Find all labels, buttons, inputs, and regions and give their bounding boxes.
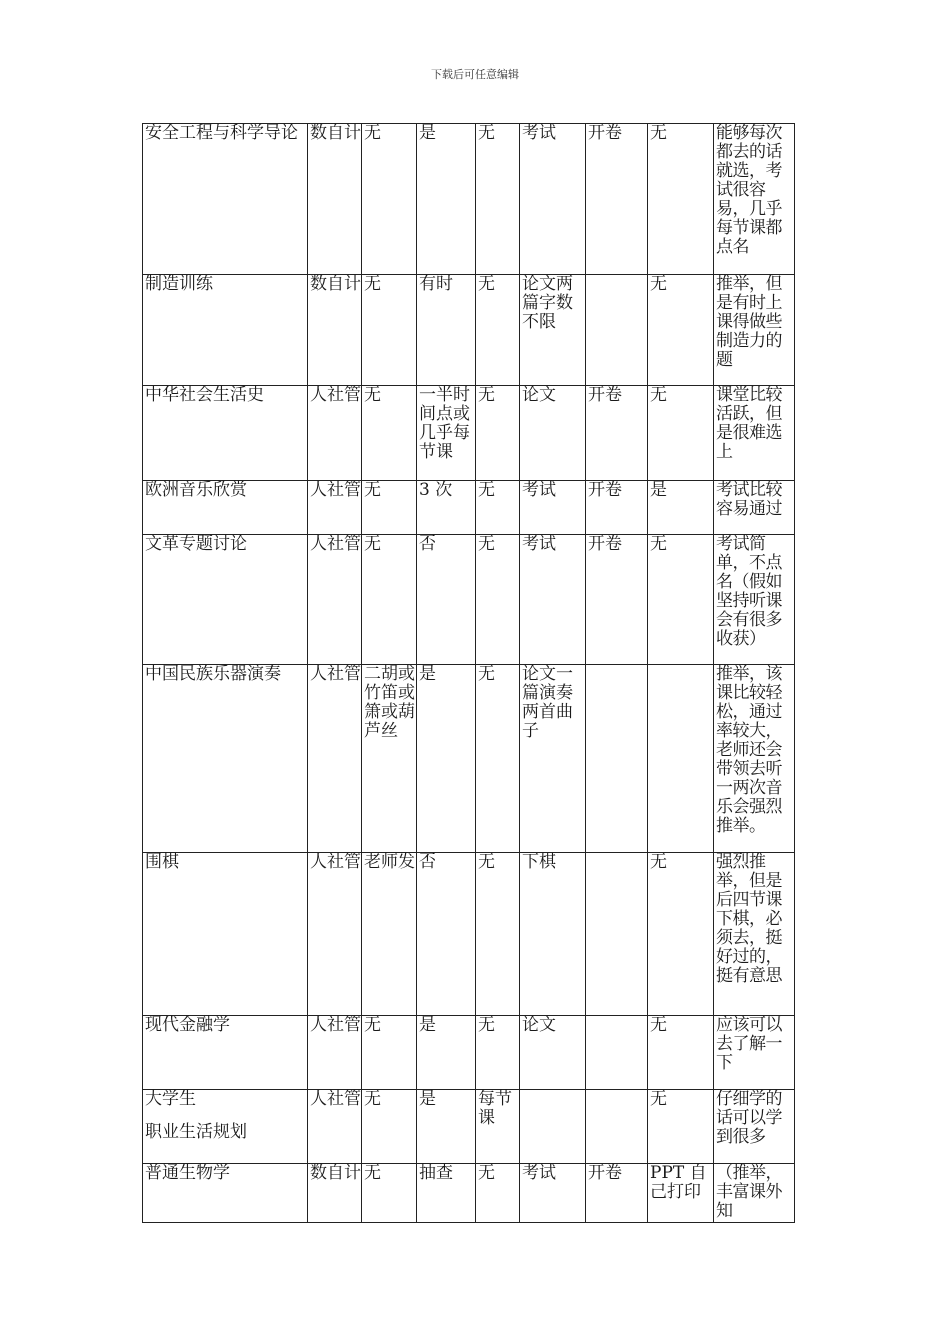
note-cell: 课堂比较活跃，但是很难选上 (714, 386, 795, 481)
col6-cell: 论文 (520, 386, 586, 481)
col5-cell: 无 (476, 275, 520, 386)
col3-cell: 无 (362, 124, 417, 275)
note-cell: 推举，但是有时上课得做些制造力的题 (714, 275, 795, 386)
col3-cell: 无 (362, 481, 417, 535)
note-cell: 强烈推举，但是后四节课下棋，必须去，挺好过的，挺有意思 (714, 853, 795, 1016)
page-header: 下载后可任意编辑 (431, 68, 519, 81)
col6-cell: 论文两篇字数不限 (520, 275, 586, 386)
dept-cell: 人社管 (308, 665, 362, 853)
note-cell: 应该可以去了解一下 (714, 1016, 795, 1090)
col4-cell: 是 (417, 124, 476, 275)
course-name-cell (143, 853, 308, 1016)
col7-cell: 开卷 (586, 1164, 648, 1223)
col6-cell: 论文 (520, 1016, 586, 1090)
course-name-cell (143, 124, 308, 275)
dept-cell: 人社管 (308, 481, 362, 535)
note-cell: 考试简单，不点名（假如坚持听课会有很多收获） (714, 535, 795, 665)
course-name: 安全工程与科学导论 (145, 123, 298, 143)
dept-cell: 人社管 (308, 535, 362, 665)
col5-cell: 无 (476, 853, 520, 1016)
course-name-cell (143, 1016, 308, 1090)
col8-cell: 无 (648, 275, 714, 386)
col7-cell: 开卷 (586, 124, 648, 275)
col7-cell: 开卷 (586, 481, 648, 535)
dept-cell: 人社管 (308, 1090, 362, 1164)
col8-cell: 无 (648, 1090, 714, 1164)
col8-cell (648, 665, 714, 853)
col7-cell (586, 853, 648, 1016)
note-cell: 推举，该课比较轻松，通过率较大，老师还会带领去听一两次音乐会强烈推举。 (714, 665, 795, 853)
col5-cell: 无 (476, 665, 520, 853)
course-name-cell (143, 1164, 308, 1223)
col8-cell: 无 (648, 386, 714, 481)
col4-cell: 是 (417, 1090, 476, 1164)
table-row (143, 853, 795, 1016)
table-row (143, 386, 795, 481)
col3-cell: 无 (362, 535, 417, 665)
col5-cell: 无 (476, 386, 520, 481)
table-row (143, 535, 795, 665)
col4-cell: 是 (417, 665, 476, 853)
note-cell: 考试比较容易通过 (714, 481, 795, 535)
table-row (143, 1090, 795, 1164)
col3-cell: 无 (362, 1016, 417, 1090)
course-name: 欧洲音乐欣赏 (145, 480, 247, 500)
dept-cell: 人社管 (308, 386, 362, 481)
col3-cell: 无 (362, 1090, 417, 1164)
course-name: 文革专题讨论 (145, 534, 247, 554)
col6-cell: 考试 (520, 124, 586, 275)
col4-cell: 否 (417, 853, 476, 1016)
col5-cell: 无 (476, 1164, 520, 1223)
dept-cell: 数自计 (308, 275, 362, 386)
col4-cell: 一半时间点或几乎每节课 (417, 386, 476, 481)
col7-cell: 开卷 (586, 535, 648, 665)
dept-cell: 人社管 (308, 853, 362, 1016)
course-name: 普通生物学 (145, 1163, 230, 1183)
table-row (143, 665, 795, 853)
course-name-cell (143, 275, 308, 386)
table-body (143, 124, 795, 1223)
col7-cell (586, 1016, 648, 1090)
col5-cell: 无 (476, 481, 520, 535)
col6-cell: 论文一篇演奏两首曲子 (520, 665, 586, 853)
col6-cell: 考试 (520, 481, 586, 535)
col5-cell: 每节课 (476, 1090, 520, 1164)
table-row (143, 1016, 795, 1090)
col7-cell (586, 665, 648, 853)
col8-cell: PPT 自己打印 (648, 1164, 714, 1223)
col8-cell: 是 (648, 481, 714, 535)
course-name: 中国民族乐器演奏 (145, 664, 281, 684)
dept-cell: 数自计 (308, 124, 362, 275)
col6-cell: 考试 (520, 535, 586, 665)
col7-cell: 开卷 (586, 386, 648, 481)
col3-cell: 二胡或竹笛或箫或葫芦丝 (362, 665, 417, 853)
table-row (143, 124, 795, 275)
course-name: 现代金融学 (145, 1015, 230, 1035)
col8-cell: 无 (648, 124, 714, 275)
col3-cell: 无 (362, 275, 417, 386)
col8-cell: 无 (648, 535, 714, 665)
col3-cell: 老师发 (362, 853, 417, 1016)
course-name: 围棋 (145, 852, 179, 872)
col6-cell (520, 1090, 586, 1164)
table-row (143, 275, 795, 386)
course-name: 中华社会生活史 (145, 385, 264, 405)
col3-cell: 无 (362, 1164, 417, 1223)
col6-cell: 下棋 (520, 853, 586, 1016)
col4-cell: 3 次 (417, 481, 476, 535)
course-name-cell (143, 481, 308, 535)
course-name-cell (143, 1090, 308, 1164)
col5-cell: 无 (476, 535, 520, 665)
course-name: 制造训练 (145, 274, 213, 294)
col7-cell (586, 275, 648, 386)
course-name-cell (143, 535, 308, 665)
note-cell: 能够每次都去的话就选，考试很容易，几乎每节课都点名 (714, 124, 795, 275)
col5-cell: 无 (476, 124, 520, 275)
col4-cell: 否 (417, 535, 476, 665)
col5-cell: 无 (476, 1016, 520, 1090)
col4-cell: 有时 (417, 275, 476, 386)
table-row (143, 1164, 795, 1223)
col8-cell: 无 (648, 1016, 714, 1090)
course-name-cell (143, 665, 308, 853)
table-row (143, 481, 795, 535)
col6-cell: 考试 (520, 1164, 586, 1223)
note-cell: （推举，丰富课外知 (714, 1164, 795, 1223)
col7-cell (586, 1090, 648, 1164)
dept-cell: 人社管 (308, 1016, 362, 1090)
col3-cell: 无 (362, 386, 417, 481)
course-name: 大学生 (145, 1089, 196, 1109)
col8-cell: 无 (648, 853, 714, 1016)
course-table (142, 123, 795, 1223)
course-name-cell (143, 386, 308, 481)
col4-cell: 抽查 (417, 1164, 476, 1223)
col4-cell: 是 (417, 1016, 476, 1090)
note-cell: 仔细学的话可以学到很多 (714, 1090, 795, 1164)
course-name-line2: 职业生活规划 (145, 1122, 247, 1142)
dept-cell: 数自计 (308, 1164, 362, 1223)
